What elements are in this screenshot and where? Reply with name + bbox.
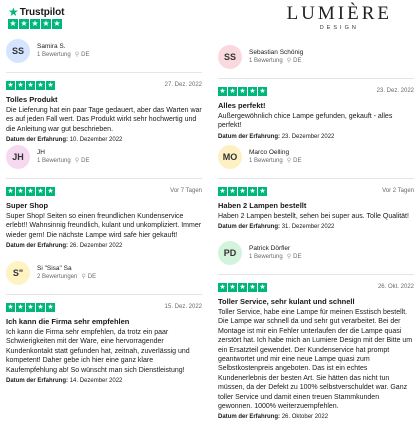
review-count: 1 Bewertung [37, 157, 71, 164]
experience-date: Datum der Erfahrung: 14. Dezember 2022 [6, 378, 123, 385]
review-title[interactable]: Tolles Produkt [6, 95, 58, 104]
review-date: Vor 7 Tagen [170, 188, 202, 194]
country: DE [293, 157, 302, 164]
trustpilot-logo[interactable] [8, 6, 64, 18]
review-title[interactable]: Alles perfekt! [218, 101, 266, 110]
reviewer[interactable] [218, 142, 414, 172]
star-icon: ★ [259, 187, 266, 195]
review-date: 23. Dez. 2022 [376, 88, 414, 94]
experience-date: Datum der Erfahrung: 31. Dezember 2022 [218, 224, 335, 231]
reviewer-name: JH [37, 148, 45, 156]
reviewer[interactable] [6, 36, 202, 66]
avatar: MO [218, 145, 242, 169]
star-icon: ★ [7, 81, 14, 89]
experience-date: Datum der Erfahrung: 23. Dezember 2022 [218, 133, 335, 140]
reviewer[interactable] [6, 142, 202, 172]
star-icon: ★ [47, 303, 54, 311]
star-icon: ★ [259, 87, 266, 95]
location-pin-icon: ⚲ [286, 157, 292, 164]
star-icon: ★ [239, 283, 246, 291]
brand-logo[interactable] [287, 4, 392, 31]
review-date: 26. Okt. 2022 [377, 284, 414, 290]
review-date: 27. Dez. 2022 [164, 82, 202, 88]
review-title[interactable]: Haben 2 Lampen bestellt [218, 201, 307, 210]
star-icon: ★ [42, 19, 50, 28]
review-card [218, 142, 414, 232]
star-icon: ★ [219, 187, 226, 195]
rating-stars [6, 303, 55, 312]
star-icon: ★ [17, 81, 24, 89]
experience-date: Datum der Erfahrung: 10. Dezember 2022 [6, 137, 123, 144]
review-body: Haben 2 Lampen bestellt, sehen bei super aus. Tolle Qualität! [218, 213, 409, 220]
country: DE [293, 253, 302, 260]
review-count: 1 Bewertung [37, 51, 71, 58]
country: DE [81, 51, 90, 58]
review-title[interactable]: Ich kann die Firma sehr empfehlen [6, 317, 130, 326]
review-body: Außergewöhnlich chice Lampe gefunden, gekauft - alles perfekt! [218, 113, 393, 130]
star-icon: ★ [9, 19, 17, 28]
review-card [6, 36, 202, 145]
reviewer[interactable] [6, 258, 202, 288]
experience-date: Datum der Erfahrung: 26. Dezember 2022 [6, 243, 123, 250]
star-icon: ★ [27, 187, 34, 195]
star-icon: ★ [47, 187, 54, 195]
review-count: 1 Bewertung [249, 157, 283, 164]
avatar: SS [218, 45, 242, 69]
country: DE [87, 273, 97, 280]
star-icon: ★ [219, 87, 226, 95]
rating-stars [6, 81, 55, 90]
star-icon: ★ [27, 81, 34, 89]
star-icon: ★ [229, 283, 236, 291]
divider [6, 72, 202, 73]
star-icon: ★ [7, 187, 14, 195]
trustpilot-rating-stars [8, 19, 62, 29]
review-card [218, 42, 414, 142]
location-pin-icon: ⚲ [74, 51, 80, 58]
star-icon: ★ [259, 283, 266, 291]
star-icon: ★ [7, 303, 14, 311]
rating-stars [218, 87, 267, 96]
review-body: Ich kann die Firma sehr empfehlen, da trotz ein paar Schwierigkeiten mit der Ware, eine hervorragender Kundenkontakt statt gefunden hat, zeitnah, zuverlässig und kompetent! Daher gebe ich hier eine ganz klare Kaufempfehlung ab! So wünscht man sich Dienstleistung! [6, 329, 190, 374]
star-icon: ★ [249, 283, 256, 291]
reviewer[interactable] [218, 42, 414, 72]
reviewer-name: Samira S. [37, 42, 66, 50]
experience-date: Datum der Erfahrung: 26. Oktober 2022 [218, 414, 329, 421]
star-icon: ★ [31, 19, 39, 28]
review-title[interactable]: Super Shop [6, 201, 49, 210]
trustpilot-star-icon: ★ [8, 5, 19, 19]
review-card [6, 142, 202, 251]
reviewer-name: Si "Sisa" Sa [37, 264, 72, 272]
review-card [6, 258, 202, 386]
review-count: 1 Bewertung [249, 253, 283, 260]
location-pin-icon: ⚲ [74, 157, 80, 164]
rating-stars [218, 283, 267, 292]
reviewer-name: Marco Oelling [249, 148, 290, 156]
country: DE [293, 57, 302, 64]
star-icon: ★ [47, 81, 54, 89]
star-icon: ★ [219, 283, 226, 291]
review-count: 1 Bewertung [249, 57, 283, 64]
review-body: Super Shop! Seiten so einen freundlichen Kundenservice erlebt!! Wahnsinnig freundlich, kulant und unkompliziert. Immer wieder gern! Die nächste Lampe wird safe hier gekauft! [6, 213, 202, 239]
review-body: Toller Service, habe eine Lampe für meinen Esstisch bestellt. Die Lampe war schnell da und sehr gut verarbeitet. Bei der Montage ist mir ein Fehler unterlaufen der die Lampe quasi zerstört hat. Ich habe mich an Lumiere Design mit der Bitte um ein Ersatzteil gewendet. Der Kundenservice hat prompt geantwortet und mir eine neue Lampe quasi zum Selbstkostenpreis angeboten. Das ist ein echtes Kundenerlebnis der besten Art. Sie hätten das nicht tun müssen, da der Defekt zu 100% selbstverschuldet war. Ganz toller Service und damit einen treuen Stammkunden gewonnen. 1000% weiterzuempfehlen. [218, 309, 413, 411]
avatar: SS [6, 39, 30, 63]
review-title[interactable]: Toller Service, sehr kulant und schnell [218, 297, 355, 306]
divider [6, 294, 202, 295]
review-body: Die Lieferung hat ein paar Tage gedauert, aber das Warten war es auf jeden Fall wert. Das Produkt wirkt sehr hochwertig und die Anleitung war gut beschrieben. [6, 107, 202, 133]
rating-stars [218, 187, 267, 196]
reviewer-name: Patrick Dörfler [249, 244, 291, 252]
avatar: JH [6, 145, 30, 169]
star-icon: ★ [37, 187, 44, 195]
country: DE [81, 157, 90, 164]
star-icon: ★ [239, 187, 246, 195]
star-icon: ★ [37, 81, 44, 89]
reviewer[interactable] [218, 238, 414, 268]
location-pin-icon: ⚲ [286, 253, 292, 260]
star-icon: ★ [239, 87, 246, 95]
avatar: S" [6, 261, 30, 285]
brand-subtitle: DESIGN [319, 25, 359, 31]
review-date: 15. Dez. 2022 [164, 304, 202, 310]
brand-name: LUMIÈRE [286, 3, 392, 24]
location-pin-icon: ⚲ [286, 57, 292, 64]
header [0, 0, 416, 36]
reviewer-name: Sebastian Schönig [249, 48, 304, 56]
trustpilot-label: Trustpilot [19, 6, 65, 18]
divider [218, 78, 414, 79]
divider [6, 178, 202, 179]
star-icon: ★ [249, 87, 256, 95]
star-icon: ★ [53, 19, 61, 28]
star-icon: ★ [249, 187, 256, 195]
rating-stars [6, 187, 55, 196]
star-icon: ★ [229, 87, 236, 95]
star-icon: ★ [17, 303, 24, 311]
star-icon: ★ [229, 187, 236, 195]
review-date: Vor 2 Tagen [382, 188, 414, 194]
star-icon: ★ [27, 303, 34, 311]
location-pin-icon: ⚲ [81, 273, 86, 280]
star-icon: ★ [17, 187, 24, 195]
review-count: 2 Bewertungen [37, 273, 78, 280]
review-card [218, 238, 414, 422]
star-icon: ★ [37, 303, 44, 311]
divider [218, 178, 414, 179]
divider [218, 274, 414, 275]
avatar: PD [218, 241, 242, 265]
star-icon: ★ [20, 19, 28, 28]
